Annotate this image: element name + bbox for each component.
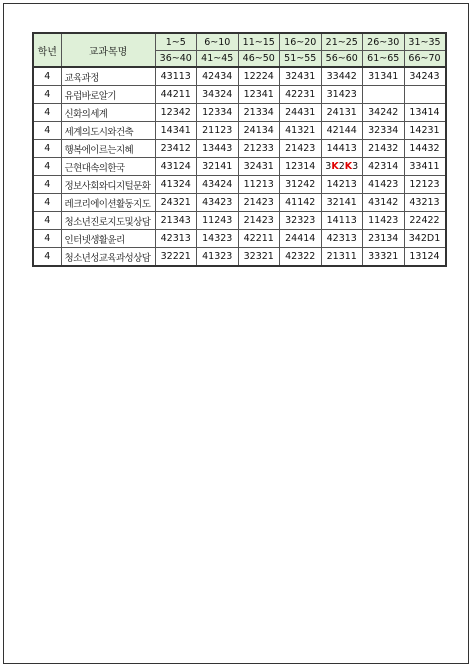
answer-cell: 32141 xyxy=(197,158,239,176)
answer-cell xyxy=(404,86,446,104)
answer-cell: 42314 xyxy=(363,158,405,176)
answer-cell: 44211 xyxy=(155,86,197,104)
answer-cell: 22422 xyxy=(404,212,446,230)
table-row xyxy=(33,86,446,104)
range-header-top: 21~25 xyxy=(321,33,363,51)
answer-cell: 12342 xyxy=(155,104,197,122)
answer-cell: 14213 xyxy=(321,176,363,194)
answer-cell: 41142 xyxy=(280,194,322,212)
subject-cell: 청소년성교육과성상담 xyxy=(61,248,155,267)
answer-cell: 21423 xyxy=(238,212,280,230)
range-header-top: 26~30 xyxy=(363,33,405,51)
answer-cell: 42313 xyxy=(321,230,363,248)
answer-cell: 41423 xyxy=(363,176,405,194)
subject-cell: 유럽바로알기 xyxy=(61,86,155,104)
answer-cell: 41323 xyxy=(197,248,239,267)
table-row xyxy=(33,122,446,140)
answer-cell: 12334 xyxy=(197,104,239,122)
answer-cell: 42322 xyxy=(280,248,322,267)
answer-cell: 21432 xyxy=(363,140,405,158)
answer-cell: 42144 xyxy=(321,122,363,140)
answer-cell: 32431 xyxy=(280,67,322,86)
answer-cell: 33321 xyxy=(363,248,405,267)
answer-cell: 32323 xyxy=(280,212,322,230)
answer-cell: 43124 xyxy=(155,158,197,176)
answer-cell: 11243 xyxy=(197,212,239,230)
grade-cell: 4 xyxy=(33,67,61,86)
header-row-top xyxy=(33,33,446,51)
subject-cell: 교육과정 xyxy=(61,67,155,86)
table-row xyxy=(33,194,446,212)
grade-cell: 4 xyxy=(33,230,61,248)
range-header-bottom: 41~45 xyxy=(197,51,239,68)
grade-cell: 4 xyxy=(33,176,61,194)
subject-cell: 레크리에이션활동지도 xyxy=(61,194,155,212)
answer-cell: 31423 xyxy=(321,86,363,104)
subject-cell: 근현대속의한국 xyxy=(61,158,155,176)
answer-cell: 33411 xyxy=(404,158,446,176)
answer-cell: 42313 xyxy=(155,230,197,248)
subject-cell: 인터넷생활윤리 xyxy=(61,230,155,248)
range-header-top: 16~20 xyxy=(280,33,322,51)
answer-cell: 41321 xyxy=(280,122,322,140)
grade-cell: 4 xyxy=(33,140,61,158)
answer-cell: 12314 xyxy=(280,158,322,176)
grade-cell: 4 xyxy=(33,212,61,230)
range-header-bottom: 51~55 xyxy=(280,51,322,68)
answer-cell: 14341 xyxy=(155,122,197,140)
range-header-bottom: 66~70 xyxy=(404,51,446,68)
answer-cell: 43113 xyxy=(155,67,197,86)
answer-rows xyxy=(33,67,446,266)
answer-cell: 24131 xyxy=(321,104,363,122)
subject-header: 교과목명 xyxy=(61,33,155,67)
answer-cell: 13124 xyxy=(404,248,446,267)
answer-cell: 14323 xyxy=(197,230,239,248)
answer-cell: 342D1 xyxy=(404,230,446,248)
table-row xyxy=(33,67,446,86)
answer-cell: 21343 xyxy=(155,212,197,230)
grade-cell: 4 xyxy=(33,248,61,267)
answer-cell: 24321 xyxy=(155,194,197,212)
subject-cell: 청소년진로지도및상담 xyxy=(61,212,155,230)
answer-cell: 43424 xyxy=(197,176,239,194)
grade-cell: 4 xyxy=(33,122,61,140)
table-row xyxy=(33,140,446,158)
subject-cell: 행복에이르는지혜 xyxy=(61,140,155,158)
answer-cell: 12341 xyxy=(238,86,280,104)
answer-cell: 32431 xyxy=(238,158,280,176)
answer-cell: 12123 xyxy=(404,176,446,194)
range-header-top: 31~35 xyxy=(404,33,446,51)
answer-cell: 34243 xyxy=(404,67,446,86)
answer-cell xyxy=(363,86,405,104)
range-header-bottom: 61~65 xyxy=(363,51,405,68)
answer-cell: 42231 xyxy=(280,86,322,104)
subject-cell: 신화의세계 xyxy=(61,104,155,122)
answer-cell: 21123 xyxy=(197,122,239,140)
table-row xyxy=(33,104,446,122)
answer-cell: 23134 xyxy=(363,230,405,248)
range-header-bottom: 46~50 xyxy=(238,51,280,68)
subject-cell: 세계의도시와건축 xyxy=(61,122,155,140)
answer-cell: 32321 xyxy=(238,248,280,267)
answer-cell: 34242 xyxy=(363,104,405,122)
table-row xyxy=(33,230,446,248)
answer-cell: 14413 xyxy=(321,140,363,158)
answer-cell: 21423 xyxy=(238,194,280,212)
answer-cell: 13443 xyxy=(197,140,239,158)
document-page xyxy=(3,3,469,664)
grade-cell: 4 xyxy=(33,194,61,212)
range-header-top: 1~5 xyxy=(155,33,197,51)
answer-cell: 11423 xyxy=(363,212,405,230)
range-header-top: 6~10 xyxy=(197,33,239,51)
answer-cell: 21334 xyxy=(238,104,280,122)
answer-cell: 23412 xyxy=(155,140,197,158)
grade-header: 학년 xyxy=(33,33,61,67)
table-row xyxy=(33,176,446,194)
answer-cell: 32334 xyxy=(363,122,405,140)
table-row xyxy=(33,158,446,176)
answer-cell: 43213 xyxy=(404,194,446,212)
subject-cell: 정보사회와디지털문화 xyxy=(61,176,155,194)
table-row xyxy=(33,212,446,230)
answer-cell: 31242 xyxy=(280,176,322,194)
grade-cell: 4 xyxy=(33,158,61,176)
answer-cell: 14432 xyxy=(404,140,446,158)
range-header-bottom: 36~40 xyxy=(155,51,197,68)
answer-cell: 41324 xyxy=(155,176,197,194)
range-header-top: 11~15 xyxy=(238,33,280,51)
range-header-bottom: 56~60 xyxy=(321,51,363,68)
answer-cell: 24414 xyxy=(280,230,322,248)
answer-cell: 14113 xyxy=(321,212,363,230)
answer-cell: 11213 xyxy=(238,176,280,194)
grade-cell: 4 xyxy=(33,104,61,122)
answer-cell: 24134 xyxy=(238,122,280,140)
answer-cell: 32221 xyxy=(155,248,197,267)
answer-cell: 21423 xyxy=(280,140,322,158)
answer-cell: 21311 xyxy=(321,248,363,267)
answer-cell: 21233 xyxy=(238,140,280,158)
answer-cell: 14231 xyxy=(404,122,446,140)
answer-cell: 34324 xyxy=(197,86,239,104)
answer-cell: 42211 xyxy=(238,230,280,248)
answer-cell: 42434 xyxy=(197,67,239,86)
table-row xyxy=(33,248,446,267)
answer-cell: 31341 xyxy=(363,67,405,86)
answer-cell: 33442 xyxy=(321,67,363,86)
answer-cell: 43142 xyxy=(363,194,405,212)
answer-cell: 43423 xyxy=(197,194,239,212)
answer-cell: 3K2K3 xyxy=(321,158,363,176)
answer-cell: 13414 xyxy=(404,104,446,122)
answer-cell: 12224 xyxy=(238,67,280,86)
answer-cell: 32141 xyxy=(321,194,363,212)
grade-cell: 4 xyxy=(33,86,61,104)
answer-key-table xyxy=(32,32,447,267)
answer-cell: 24431 xyxy=(280,104,322,122)
